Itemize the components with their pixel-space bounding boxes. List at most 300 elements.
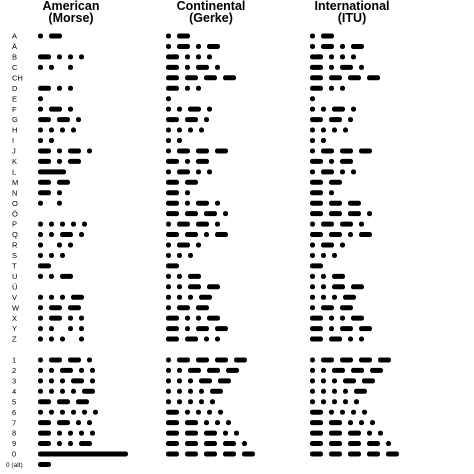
- continental-dot: [204, 337, 209, 342]
- row-label: O: [12, 198, 18, 208]
- american-dot: [38, 65, 43, 70]
- international-dash: [310, 232, 323, 237]
- american-dash: [57, 117, 70, 122]
- american-dot: [57, 243, 62, 248]
- international-dot: [310, 222, 315, 227]
- american-dash: [38, 441, 51, 446]
- continental-dash: [215, 357, 228, 362]
- american-dot: [38, 295, 43, 300]
- american-dash: [38, 159, 51, 164]
- continental-dot: [166, 96, 171, 101]
- international-dot: [321, 107, 326, 112]
- continental-dot: [166, 284, 171, 289]
- international-dash: [310, 211, 323, 216]
- international-dash: [359, 148, 372, 153]
- american-dot: [90, 368, 95, 373]
- american-dot: [60, 222, 65, 227]
- continental-dot: [166, 107, 171, 112]
- continental-dash: [188, 107, 201, 112]
- row-label: G: [12, 115, 18, 125]
- continental-dot: [185, 201, 190, 206]
- continental-dot: [185, 54, 190, 59]
- row-label: B: [12, 52, 18, 62]
- american-dot: [68, 243, 73, 248]
- continental-dot: [166, 389, 171, 394]
- continental-dash: [185, 431, 198, 436]
- american-dot: [68, 65, 73, 70]
- american-dot: [49, 410, 54, 415]
- american-dot: [79, 54, 84, 59]
- row-label: CH: [12, 73, 23, 83]
- continental-dash: [166, 86, 179, 91]
- row-label: N: [12, 188, 18, 198]
- american-dash: [49, 357, 62, 362]
- international-dot: [329, 326, 334, 331]
- continental-dot: [166, 295, 171, 300]
- american-dot: [38, 34, 43, 39]
- international-dash: [351, 316, 364, 321]
- continental-dash: [166, 410, 179, 415]
- continental-dash: [177, 222, 190, 227]
- continental-dash: [199, 378, 212, 383]
- continental-dash: [177, 243, 190, 248]
- continental-dash: [166, 337, 179, 342]
- continental-dash: [226, 368, 239, 373]
- international-dot: [310, 305, 315, 310]
- continental-dash: [166, 75, 179, 80]
- row-label: W: [12, 303, 20, 313]
- row-label: A: [12, 31, 18, 41]
- international-dash: [310, 263, 323, 268]
- continental-dot: [226, 420, 231, 425]
- international-dash: [310, 441, 323, 446]
- american-dot: [68, 107, 73, 112]
- international-dash: [329, 431, 342, 436]
- continental-dash: [196, 159, 209, 164]
- continental-dot: [196, 54, 201, 59]
- american-dot: [87, 357, 92, 362]
- american-dot: [38, 337, 43, 342]
- international-dot: [340, 410, 345, 415]
- american-dash: [57, 420, 70, 425]
- continental-dot: [166, 169, 171, 174]
- international-dot: [321, 368, 326, 373]
- international-dash: [310, 420, 323, 425]
- international-dot: [310, 169, 315, 174]
- continental-dot: [215, 65, 220, 70]
- continental-dot: [188, 295, 193, 300]
- international-dot: [321, 295, 326, 300]
- row-label: V: [12, 292, 18, 302]
- continental-dot: [166, 222, 171, 227]
- international-dash: [367, 452, 380, 457]
- american-dash: [38, 117, 51, 122]
- international-dot: [329, 316, 334, 321]
- continental-dash: [177, 34, 190, 39]
- row-label: E: [12, 94, 18, 104]
- international-dot: [332, 399, 337, 404]
- international-dot: [340, 44, 345, 49]
- american-dot: [38, 326, 43, 331]
- continental-dash: [166, 420, 179, 425]
- international-dot: [362, 410, 367, 415]
- american-dot: [38, 222, 43, 227]
- continental-dot: [196, 169, 201, 174]
- international-dot: [310, 357, 315, 362]
- international-dash: [310, 75, 323, 80]
- american-dot: [60, 128, 65, 133]
- continental-dot: [177, 128, 182, 133]
- row-label: H: [12, 125, 18, 135]
- american-dot: [57, 431, 62, 436]
- continental-dot: [177, 107, 182, 112]
- international-dash: [329, 211, 342, 216]
- continental-dot: [215, 201, 220, 206]
- american-dot: [60, 389, 65, 394]
- international-dash: [329, 337, 342, 342]
- continental-dash: [207, 316, 220, 321]
- continental-dot: [196, 44, 201, 49]
- continental-dot: [177, 253, 182, 258]
- continental-dash: [199, 295, 212, 300]
- row-label: I: [12, 136, 15, 146]
- american-dot: [71, 128, 76, 133]
- international-dot: [329, 159, 334, 164]
- international-dot: [310, 148, 315, 153]
- international-dash: [310, 316, 323, 321]
- continental-dot: [185, 86, 190, 91]
- continental-dot: [215, 420, 220, 425]
- international-dot: [321, 274, 326, 279]
- american-dash: [68, 159, 81, 164]
- continental-dot: [242, 441, 247, 446]
- continental-dash: [166, 441, 179, 446]
- continental-dash: [166, 316, 179, 321]
- international-dot: [310, 295, 315, 300]
- continental-dash: [204, 431, 217, 436]
- international-dot: [354, 399, 359, 404]
- american-dash: [38, 420, 51, 425]
- row-label: Q: [12, 230, 18, 240]
- american-dash: [38, 54, 51, 59]
- american-dot: [38, 368, 43, 373]
- international-dot: [310, 378, 315, 383]
- international-dot: [351, 410, 356, 415]
- american-dot: [71, 222, 76, 227]
- international-dot: [359, 337, 364, 342]
- row-label: 6: [12, 407, 17, 417]
- international-dash: [321, 34, 334, 39]
- international-dot: [310, 34, 315, 39]
- continental-dash: [207, 44, 220, 49]
- american-dot: [49, 232, 54, 237]
- american-dot: [49, 378, 54, 383]
- american-dot: [57, 148, 62, 153]
- continental-dash: [166, 452, 179, 457]
- continental-dot: [177, 378, 182, 383]
- continental-dot: [215, 222, 220, 227]
- continental-dot: [204, 232, 209, 237]
- continental-dash: [166, 159, 179, 164]
- american-dot: [38, 96, 43, 101]
- american-dash: [38, 399, 51, 404]
- row-label: T: [12, 261, 17, 271]
- american-dot: [76, 420, 81, 425]
- continental-dash: [185, 180, 198, 185]
- american-dot: [38, 305, 43, 310]
- american-dot: [38, 316, 43, 321]
- international-dot: [310, 284, 315, 289]
- american-dot: [57, 86, 62, 91]
- international-dot: [340, 54, 345, 59]
- row-label: C: [12, 62, 18, 72]
- international-dot: [332, 378, 337, 383]
- american-dot: [57, 201, 62, 206]
- american-dot: [49, 337, 54, 342]
- row-label: 5: [12, 397, 17, 407]
- international-dot: [310, 44, 315, 49]
- international-dot: [321, 284, 326, 289]
- continental-dot: [177, 138, 182, 143]
- international-dot: [332, 389, 337, 394]
- continental-dash: [207, 368, 220, 373]
- continental-dash: [177, 357, 190, 362]
- international-dash: [329, 441, 342, 446]
- international-dash: [321, 148, 334, 153]
- american-dot: [49, 253, 54, 258]
- american-dot: [90, 431, 95, 436]
- american-dash: [68, 305, 81, 310]
- international-dash: [348, 452, 361, 457]
- international-dash: [367, 75, 380, 80]
- american-dot: [49, 138, 54, 143]
- international-dot: [340, 169, 345, 174]
- international-dot: [340, 86, 345, 91]
- american-dash: [68, 148, 81, 153]
- continental-dash: [188, 368, 201, 373]
- header-american-line2: (Morse): [48, 11, 94, 25]
- row-label: D: [12, 83, 18, 93]
- international-dot: [329, 54, 334, 59]
- international-dash: [351, 368, 364, 373]
- continental-dot: [207, 54, 212, 59]
- row-label: M: [12, 177, 19, 187]
- continental-dash: [223, 452, 236, 457]
- international-dash: [329, 420, 342, 425]
- international-dash: [321, 243, 334, 248]
- continental-dash: [204, 441, 217, 446]
- american-dash: [38, 431, 51, 436]
- american-dot: [38, 274, 43, 279]
- american-dash: [49, 316, 62, 321]
- row-label: P: [12, 219, 18, 229]
- continental-dash: [185, 117, 198, 122]
- international-dash: [310, 117, 323, 122]
- international-dash: [340, 65, 353, 70]
- international-dot: [310, 389, 315, 394]
- international-dot: [310, 368, 315, 373]
- header-international-line1: International: [314, 0, 390, 13]
- row-label: K: [12, 157, 18, 166]
- continental-dash: [215, 232, 228, 237]
- continental-dot: [199, 399, 204, 404]
- american-dot: [38, 232, 43, 237]
- international-dot: [310, 243, 315, 248]
- international-dot: [332, 253, 337, 258]
- international-dot: [359, 65, 364, 70]
- international-dash: [310, 190, 323, 195]
- international-dash: [348, 211, 361, 216]
- continental-dot: [166, 128, 171, 133]
- american-dot: [38, 389, 43, 394]
- continental-dot: [218, 410, 223, 415]
- international-dash: [310, 431, 323, 436]
- continental-dash: [166, 117, 179, 122]
- american-dot: [38, 107, 43, 112]
- international-dash: [351, 284, 364, 289]
- international-dash: [340, 159, 353, 164]
- american-dot: [38, 201, 43, 206]
- row-label: 9: [12, 439, 17, 449]
- american-dot: [79, 368, 84, 373]
- international-dot: [359, 222, 364, 227]
- continental-dot: [166, 274, 171, 279]
- american-dot: [68, 54, 73, 59]
- continental-dot: [188, 253, 193, 258]
- continental-dash: [166, 201, 179, 206]
- american-dash: [38, 148, 51, 153]
- continental-dot: [185, 410, 190, 415]
- row-label: 2: [12, 366, 17, 375]
- international-dash: [310, 86, 323, 91]
- continental-dash: [166, 54, 179, 59]
- international-dash: [332, 284, 345, 289]
- international-dash: [321, 357, 334, 362]
- continental-dash: [185, 75, 198, 80]
- international-dash: [329, 452, 342, 457]
- american-dot: [49, 326, 54, 331]
- international-dot: [310, 96, 315, 101]
- continental-dot: [234, 431, 239, 436]
- international-dot: [348, 337, 353, 342]
- international-dot: [343, 399, 348, 404]
- continental-dot: [196, 243, 201, 248]
- continental-dash: [218, 378, 231, 383]
- continental-dash: [196, 305, 209, 310]
- header-continental-line1: Continental: [176, 0, 246, 13]
- american-dot: [38, 138, 43, 143]
- international-dash: [351, 44, 364, 49]
- international-dash: [362, 378, 375, 383]
- international-dot: [329, 410, 334, 415]
- international-dash: [310, 201, 323, 206]
- international-dot: [351, 169, 356, 174]
- continental-dot: [177, 389, 182, 394]
- american-dot: [38, 128, 43, 133]
- international-dot: [348, 420, 353, 425]
- continental-dot: [166, 148, 171, 153]
- international-dash: [354, 389, 367, 394]
- continental-dash: [177, 169, 190, 174]
- row-label: 3: [12, 376, 17, 386]
- row-label: 8: [12, 428, 17, 438]
- header-american-line1: American: [42, 0, 100, 13]
- international-dot: [310, 107, 315, 112]
- american-extra-long-dash: [38, 452, 128, 457]
- continental-dot: [185, 326, 190, 331]
- american-dot: [79, 326, 84, 331]
- row-label: 4: [12, 386, 17, 396]
- american-dot: [79, 337, 84, 342]
- international-dot: [348, 232, 353, 237]
- international-dot: [310, 274, 315, 279]
- row-label: U: [12, 271, 18, 281]
- row-label: Ä: [12, 42, 18, 52]
- american-dash: [68, 357, 81, 362]
- continental-dot: [177, 399, 182, 404]
- american-dash: [38, 180, 51, 185]
- international-dot: [321, 399, 326, 404]
- international-dot: [332, 295, 337, 300]
- american-dash: [49, 305, 62, 310]
- continental-dot: [185, 159, 190, 164]
- row-label: L: [12, 167, 17, 177]
- continental-dot: [199, 389, 204, 394]
- american-dot: [71, 410, 76, 415]
- row-label: J: [12, 146, 16, 156]
- international-dash: [340, 305, 353, 310]
- continental-dash: [196, 201, 209, 206]
- international-dot: [310, 138, 315, 143]
- international-dash: [348, 441, 361, 446]
- continental-dot: [188, 378, 193, 383]
- continental-dash: [185, 441, 198, 446]
- continental-dash: [177, 44, 190, 49]
- row-label: 7: [12, 418, 17, 428]
- continental-dot: [185, 190, 190, 195]
- international-dash: [340, 222, 353, 227]
- international-dash: [378, 357, 391, 362]
- continental-dash: [204, 452, 217, 457]
- american-dash: [60, 274, 73, 279]
- international-dot: [321, 389, 326, 394]
- international-dot: [348, 117, 353, 122]
- continental-dash: [185, 420, 198, 425]
- american-dash: [71, 378, 84, 383]
- american-dash: [49, 34, 62, 39]
- american-dot: [68, 326, 73, 331]
- international-dash: [329, 180, 342, 185]
- american-dash: [38, 190, 51, 195]
- header-continental-line2: (Gerke): [189, 11, 233, 25]
- international-dot: [340, 316, 345, 321]
- continental-dot: [177, 368, 182, 373]
- international-dot: [351, 54, 356, 59]
- american-dot: [60, 253, 65, 258]
- american-dot: [68, 316, 73, 321]
- international-dot: [310, 128, 315, 133]
- american-dot: [38, 253, 43, 258]
- continental-dash: [223, 75, 236, 80]
- international-dot: [367, 431, 372, 436]
- american-dot: [76, 117, 81, 122]
- international-dash: [310, 180, 323, 185]
- american-dot: [79, 232, 84, 237]
- international-dot: [329, 65, 334, 70]
- row-label: R: [12, 240, 18, 250]
- international-dash: [329, 117, 342, 122]
- american-dot: [79, 431, 84, 436]
